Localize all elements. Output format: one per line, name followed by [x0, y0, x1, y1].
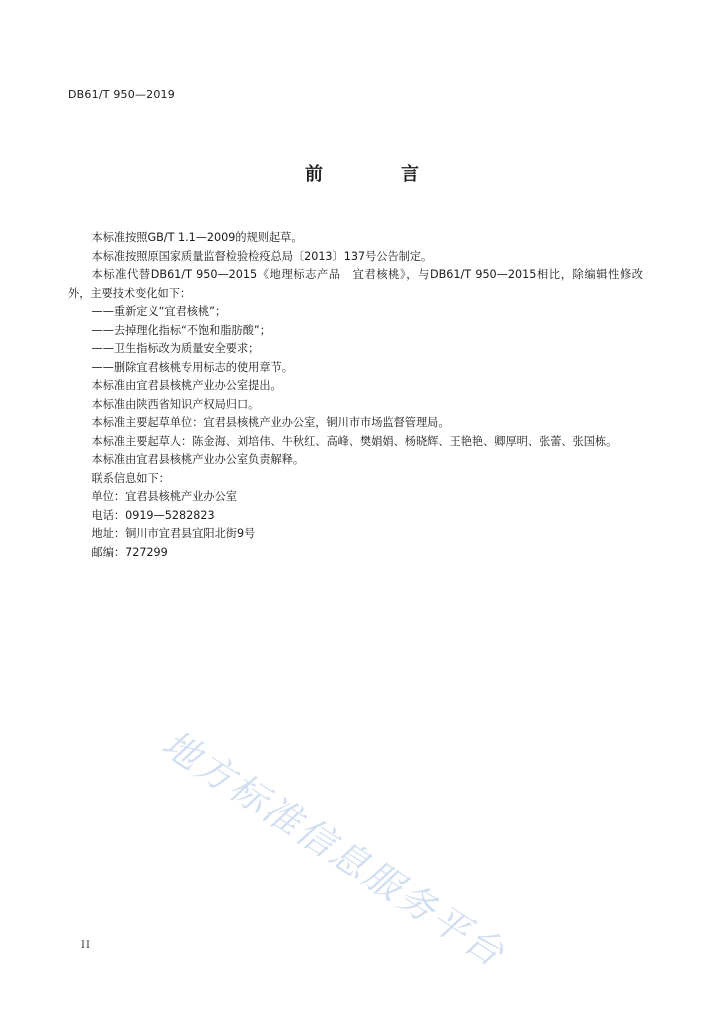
document-body: [68, 229, 643, 562]
contact-address: 地址：铜川市宜君县宜阳北街9号: [91, 527, 256, 540]
contact-unit: 单位：宜君县核桃产业办公室: [91, 490, 237, 503]
page-title: 前 言: [305, 164, 449, 185]
paragraph-proposer: 本标准由宜君县核桃产业办公室提出。: [91, 379, 282, 392]
contact-postcode: 邮编：727299: [91, 545, 168, 559]
change-item: ——去掉理化指标“不饱和脂肪酸”；: [91, 323, 271, 337]
paragraph-interpretation: 本标准由宜君县核桃产业办公室负责解释。: [91, 453, 305, 466]
contact-phone: 电话：0919—5282823: [91, 508, 215, 522]
contact-heading: 联系信息如下：: [91, 471, 170, 485]
paragraph-drafters: 本标准主要起草人：陈金海、刘培伟、牛秋红、高峰、樊娟娟、杨晓辉、王艳艳、卿厚明、张蕾、张国栋。: [91, 434, 618, 448]
paragraph-administrator: 本标准由陕西省知识产权局归口。: [91, 397, 260, 411]
change-item: ——重新定义“宜君核桃”；: [91, 305, 227, 318]
standard-code: DB61/T 950—2019: [68, 88, 175, 101]
paragraph-replacement: 本标准代替DB61/T 950—2015《地理标志产品 宜君核桃》，与DB61/T 950—2015相比，除编辑性修改外，主要技术变化如下：: [68, 268, 643, 300]
paragraph-drafting-unit: 本标准主要起草单位：宜君县核桃产业办公室，铜川市市场监督管理局。: [91, 416, 450, 429]
page-number: II: [81, 940, 91, 951]
change-item: ——卫生指标改为质量安全要求；: [91, 342, 260, 355]
paragraph-drafting-rules: 本标准按照GB/T 1.1—2009的规则起草。: [91, 231, 303, 244]
paragraph-formulation-basis: 本标准按照原国家质量监督检验检疫总局〔2013〕137号公告制定。: [91, 249, 433, 263]
watermark: 地方标准信息服务平台: [154, 721, 514, 976]
change-item: ——删除宜君核桃专用标志的使用章节。: [91, 360, 293, 374]
